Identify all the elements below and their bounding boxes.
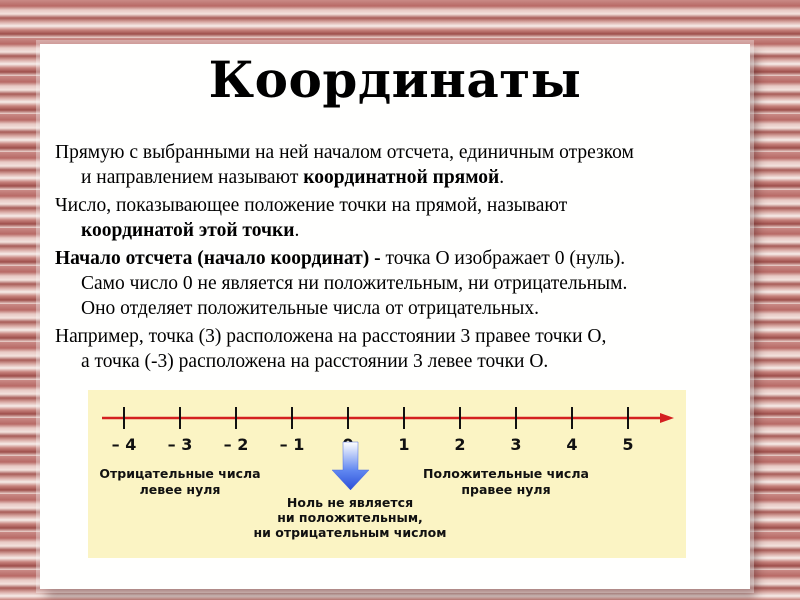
- tick-label: 1: [398, 435, 410, 454]
- p3-text: точка О изображает 0 (нуль).: [380, 248, 626, 269]
- tick-label: 3: [510, 435, 522, 454]
- slide-body: [55, 140, 745, 374]
- number-line-figure: [88, 390, 686, 558]
- p1-term: координатной прямой: [303, 167, 500, 188]
- p1-end: .: [499, 167, 505, 188]
- p1-line2: [55, 165, 745, 190]
- p3-line3: Оно отделяет положительные числа от отрицательных.: [81, 298, 539, 319]
- p1-line1: Прямую с выбранными на ней началом отсчета, единичным отрезком: [55, 142, 634, 163]
- slide-title: Координаты: [208, 50, 582, 109]
- p3-line2: Само число 0 не является ни положительным, ни отрицательным.: [81, 273, 628, 294]
- positive-caption-line2: правее нуля: [461, 482, 551, 497]
- tick-label: – 4: [111, 435, 137, 454]
- p3-line1: [55, 246, 745, 271]
- p2-term: координатой этой точки: [81, 220, 295, 241]
- p4-line2: а точка (-3) расположена на расстоянии 3 левее точки О.: [81, 351, 549, 372]
- slide: [40, 44, 750, 589]
- tick-label: – 1: [279, 435, 305, 454]
- p2-end: .: [294, 220, 300, 241]
- zero-down-arrow-icon: [332, 442, 369, 490]
- tick-label: – 2: [223, 435, 249, 454]
- positive-caption-line1: Положительные числа: [423, 466, 589, 481]
- zero-caption-line1: Ноль не является: [286, 495, 414, 510]
- p1-text: и направлением называют: [81, 167, 304, 188]
- tick-label: 2: [454, 435, 466, 454]
- p2-line2: [55, 218, 745, 243]
- zero-caption-line3: ни отрицательным числом: [253, 525, 447, 540]
- zero-caption-line2: ни положительным,: [277, 510, 423, 525]
- p2-line1: Число, показывающее положение точки на прямой, называют: [55, 195, 568, 216]
- number-line-svg: [88, 390, 686, 558]
- tick-label: 4: [566, 435, 578, 454]
- tick-label: – 3: [167, 435, 193, 454]
- negative-caption-line2: левее нуля: [139, 482, 221, 497]
- p4-line1: Например, точка (3) расположена на расстоянии 3 правее точки О,: [55, 326, 607, 347]
- negative-caption-line1: Отрицательные числа: [99, 466, 261, 481]
- axis-arrowhead: [660, 413, 674, 423]
- tick-label: 5: [622, 435, 634, 454]
- p3-term: Начало отсчета (начало координат) -: [55, 248, 381, 269]
